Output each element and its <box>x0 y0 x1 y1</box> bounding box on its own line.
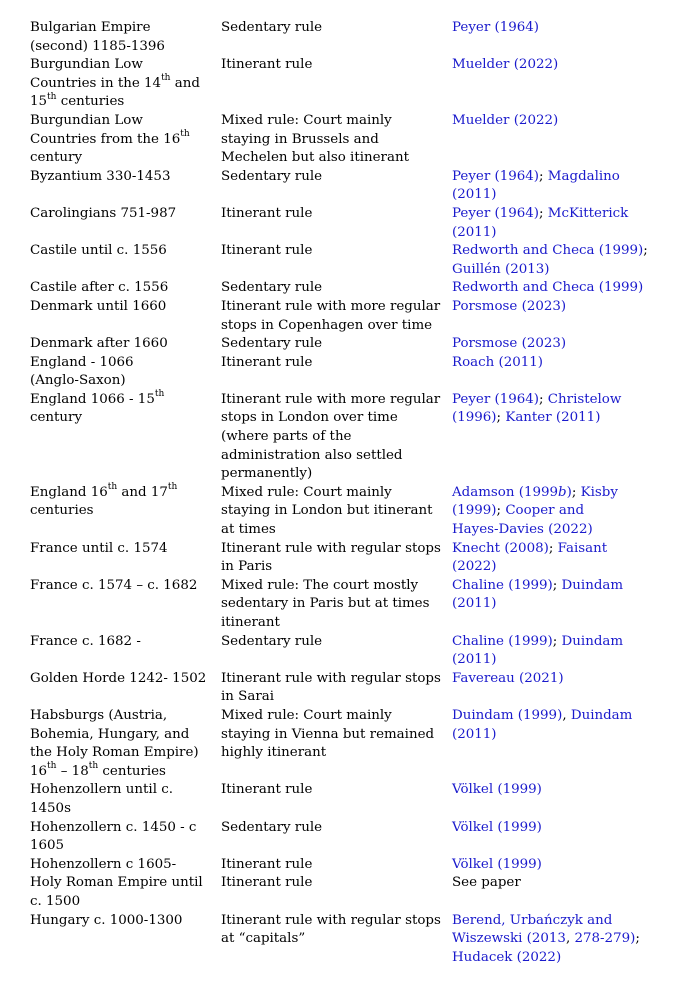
rule-type-cell <box>221 19 452 38</box>
source-cell <box>452 242 670 279</box>
text-run: permanently) <box>221 466 313 482</box>
text-run: ; <box>539 391 548 407</box>
citation-link[interactable]: Adamson (1999 <box>452 484 559 500</box>
text-run: France c. 1682 - <box>30 633 141 649</box>
rule-type-cell <box>221 205 452 224</box>
polity-cell <box>30 298 221 317</box>
text-run: administration also settled <box>221 447 403 463</box>
text-run: at “capitals” <box>221 931 306 947</box>
citation-link[interactable]: Porsmose (2023) <box>452 336 567 352</box>
source-cell <box>452 819 670 838</box>
text-run: century <box>30 150 83 166</box>
source-cell <box>452 56 670 75</box>
text-run: ; <box>539 168 548 184</box>
text-run: Denmark after 1660 <box>30 336 168 352</box>
text-run: See paper <box>452 875 521 891</box>
citation-link[interactable]: Peyer (1964) <box>452 168 540 184</box>
text-run: Itinerant rule <box>221 782 313 798</box>
text-run: staying in London but itinerant <box>221 503 433 519</box>
text-run: staying in Brussels and <box>221 131 379 147</box>
text-run: Sedentary rule <box>221 819 323 835</box>
citation-link[interactable]: Hayes-Davies (2022) <box>452 522 593 538</box>
text-run: Itinerant rule <box>221 243 313 259</box>
citation-link[interactable]: Völkel (1999) <box>452 782 542 798</box>
text-run: 15 <box>30 94 48 110</box>
citation-link[interactable]: Cooper and <box>505 503 585 519</box>
citation-link[interactable]: Völkel (1999) <box>452 819 542 835</box>
text-run: Holy Roman Empire until <box>30 875 203 891</box>
rule-type-cell <box>221 298 452 335</box>
rule-type-cell <box>221 577 452 633</box>
citation-link[interactable]: Chaline (1999) <box>452 633 553 649</box>
text-run: England 1066 - 15 <box>30 391 155 407</box>
citation-link[interactable]: Redworth and Checa (1999) <box>452 280 644 296</box>
superscript: th <box>161 73 171 84</box>
citation-link[interactable]: Faisant <box>557 540 608 556</box>
citation-link[interactable]: Muelder (2022) <box>452 112 559 128</box>
rule-type-cell <box>221 279 452 298</box>
rule-type-cell <box>221 56 452 75</box>
polity-cell <box>30 112 221 168</box>
citation-link[interactable]: Redworth and Checa (1999) <box>452 243 644 259</box>
superscript: th <box>154 389 165 400</box>
text-run: 1450s <box>30 800 71 816</box>
rule-type-cell <box>221 354 452 373</box>
citation-link[interactable]: Peyer (1964) <box>452 205 540 221</box>
text-run: Countries in the 14 <box>30 75 162 91</box>
text-run: in Paris <box>221 559 273 575</box>
citation-link[interactable]: (2011) <box>452 187 497 203</box>
table-row <box>30 354 670 391</box>
rule-type-cell <box>221 670 452 707</box>
polity-cell <box>30 707 221 781</box>
rule-type-cell <box>221 874 452 893</box>
citation-link[interactable]: (2022) <box>452 559 497 575</box>
text-run: Hohenzollern c. 1450 - c <box>30 819 197 835</box>
rule-type-cell <box>221 707 452 763</box>
superscript: th <box>88 761 99 772</box>
text-run: Itinerant rule with more regular <box>221 298 441 314</box>
rule-type-cell <box>221 484 452 540</box>
table-row <box>30 112 670 168</box>
citation-link[interactable]: ) <box>566 484 572 500</box>
text-run: ; <box>548 540 558 556</box>
source-cell <box>452 781 670 800</box>
polity-cell <box>30 670 221 689</box>
superscript: th <box>167 482 178 493</box>
text-run: England - 1066 <box>30 354 134 370</box>
text-run: Mixed rule: Court mainly <box>221 707 392 723</box>
rule-type-cell <box>221 540 452 577</box>
table-row <box>30 279 670 298</box>
source-cell <box>452 633 670 670</box>
polity-cell <box>30 819 221 856</box>
table-row <box>30 912 670 968</box>
text-run: staying in Vienna but remained <box>221 726 435 742</box>
text-run: at times <box>221 522 276 538</box>
text-run: ; <box>496 503 506 519</box>
text-run: Sedentary rule <box>221 20 323 35</box>
text-run: – 18 <box>56 763 89 779</box>
text-run: Hohenzollern c 1605- <box>30 856 177 872</box>
polity-cell <box>30 242 221 261</box>
text-run: Mechelen but also itinerant <box>221 150 409 166</box>
polity-cell <box>30 577 221 596</box>
rule-type-cell <box>221 335 452 354</box>
superscript: th <box>180 129 190 140</box>
text-run: ; <box>539 205 548 221</box>
text-run: sedentary in Paris but at times <box>221 596 430 612</box>
citation-link[interactable]: Magdalino <box>547 168 620 184</box>
rule-table <box>30 19 670 967</box>
text-run: Mixed rule: Court mainly <box>221 484 392 500</box>
text-run: Burgundian Low <box>30 57 143 73</box>
citation-link[interactable]: Hudacek (2022) <box>452 949 562 965</box>
table-row <box>30 484 670 540</box>
text-run: c. 1500 <box>30 893 81 909</box>
table-row <box>30 56 670 112</box>
text-run: (Anglo-Saxon) <box>30 373 126 389</box>
source-cell <box>452 912 670 968</box>
text-run: centuries <box>30 503 94 519</box>
polity-cell <box>30 781 221 818</box>
citation-link[interactable]: Peyer (1964) <box>452 20 540 35</box>
text-run: Burgundian Low <box>30 112 143 128</box>
citation-link[interactable]: (2011) <box>452 652 497 668</box>
text-run: Itinerant rule <box>221 57 313 73</box>
text-run: and <box>170 75 200 91</box>
source-cell <box>452 484 670 540</box>
source-cell <box>452 112 670 131</box>
polity-cell <box>30 633 221 652</box>
table-row <box>30 707 670 781</box>
source-cell <box>452 168 670 205</box>
polity-cell <box>30 56 221 112</box>
text-run: Castile until c. 1556 <box>30 243 167 259</box>
text-run: highly itinerant <box>221 745 327 761</box>
text-run: 16 <box>30 763 48 779</box>
table-row <box>30 168 670 205</box>
text-run: Sedentary rule <box>221 168 323 184</box>
table-row <box>30 633 670 670</box>
text-run: Denmark until 1660 <box>30 298 167 314</box>
superscript: th <box>47 761 57 772</box>
text-run: Byzantium 330-1453 <box>30 168 171 184</box>
citation-link[interactable]: (1999) <box>452 503 497 519</box>
source-cell <box>452 298 670 317</box>
citation-link[interactable]: Peyer (1964) <box>452 391 540 407</box>
table-row <box>30 540 670 577</box>
text-run: Habsburgs (Austria, <box>30 707 168 723</box>
citation-link[interactable]: Chaline (1999) <box>452 577 553 593</box>
citation-link[interactable]: Duindam <box>561 577 624 593</box>
text-run: Bulgarian Empire <box>30 20 151 35</box>
polity-cell <box>30 484 221 521</box>
source-cell <box>452 577 670 614</box>
text-run: 1605 <box>30 838 65 854</box>
text-run: England 16 <box>30 484 108 500</box>
text-run: (second) 1185-1396 <box>30 38 165 54</box>
polity-cell <box>30 540 221 559</box>
citation-link[interactable]: Berend, Urbańczyk and <box>452 912 613 928</box>
citation-link[interactable]: (2011) <box>452 726 497 742</box>
text-run: Mixed rule: The court mostly <box>221 577 419 593</box>
citation-link[interactable]: Porsmose (2023) <box>452 298 567 314</box>
citation-link[interactable]: b <box>558 484 567 500</box>
citation-link[interactable]: Kisby <box>580 484 618 500</box>
text-run: ; <box>643 243 648 259</box>
source-cell <box>452 874 670 893</box>
polity-cell <box>30 912 221 931</box>
source-cell <box>452 856 670 875</box>
table-row <box>30 335 670 354</box>
text-run: stops in London over time <box>221 410 398 426</box>
polity-cell <box>30 354 221 391</box>
text-run: Hungary c. 1000-1300 <box>30 912 183 928</box>
polity-cell <box>30 856 221 875</box>
polity-cell <box>30 279 221 298</box>
citation-link[interactable]: Kanter (2011) <box>505 410 601 426</box>
text-run: century <box>30 410 83 426</box>
text-run: ; <box>571 484 581 500</box>
table-row <box>30 670 670 707</box>
text-run: centuries <box>98 763 166 779</box>
text-run: stops in Copenhagen over time <box>221 317 433 333</box>
text-run: ; <box>635 931 640 947</box>
source-cell <box>452 391 670 428</box>
source-cell <box>452 540 670 577</box>
rule-type-cell <box>221 781 452 800</box>
text-run: Sedentary rule <box>221 633 323 649</box>
rule-type-cell <box>221 912 452 949</box>
text-run: Sedentary rule <box>221 336 323 352</box>
citation-link[interactable]: Duindam <box>561 633 624 649</box>
rule-type-cell <box>221 633 452 652</box>
source-cell <box>452 335 670 354</box>
citation-link[interactable]: (1996) <box>452 410 497 426</box>
citation-link[interactable]: McKitterick <box>547 205 629 221</box>
source-cell <box>452 670 670 689</box>
table-row <box>30 298 670 335</box>
text-run: itinerant <box>221 615 280 630</box>
table-row <box>30 856 670 875</box>
source-cell <box>452 354 670 373</box>
citation-link[interactable]: Duindam (1999) <box>452 707 563 723</box>
rule-type-cell <box>221 391 452 484</box>
superscript: th <box>47 91 57 102</box>
rule-type-cell <box>221 819 452 838</box>
polity-cell <box>30 19 221 56</box>
rule-type-cell <box>221 242 452 261</box>
citation-link[interactable]: 278-279) <box>574 931 636 947</box>
text-run: Sedentary rule <box>221 280 323 296</box>
source-cell <box>452 707 670 744</box>
text-run: Countries from the 16 <box>30 131 181 147</box>
polity-cell <box>30 335 221 354</box>
text-run: the Holy Roman Empire) <box>30 745 199 761</box>
text-run: Itinerant rule <box>221 875 313 891</box>
source-cell <box>452 205 670 242</box>
text-run: Itinerant rule <box>221 205 313 221</box>
table-row <box>30 781 670 818</box>
text-run: Carolingians 751-987 <box>30 205 177 221</box>
polity-cell <box>30 874 221 911</box>
text-run: , <box>565 931 575 947</box>
text-run: Mixed rule: Court mainly <box>221 112 392 128</box>
citation-link[interactable]: (2011) <box>452 224 497 240</box>
citation-link[interactable]: Muelder (2022) <box>452 57 559 73</box>
polity-cell <box>30 205 221 224</box>
citation-link[interactable]: Duindam <box>570 707 633 723</box>
citation-link[interactable]: Völkel (1999) <box>452 856 542 872</box>
text-run: Bohemia, Hungary, and <box>30 726 190 742</box>
text-run: Itinerant rule with more regular <box>221 391 441 407</box>
rule-type-cell <box>221 168 452 187</box>
rule-type-cell <box>221 112 452 168</box>
polity-cell <box>30 168 221 187</box>
text-run: Itinerant rule with regular stops <box>221 540 441 556</box>
citation-link[interactable]: Christelow <box>547 391 622 407</box>
text-run: in Sarai <box>221 689 274 705</box>
text-run: (where parts of the <box>221 429 352 445</box>
text-run: France until c. 1574 <box>30 540 168 556</box>
table-row <box>30 577 670 633</box>
superscript: th <box>107 482 118 493</box>
text-run: Hohenzollern until c. <box>30 782 174 798</box>
text-run: Golden Horde 1242- 1502 <box>30 670 207 686</box>
text-run: Itinerant rule <box>221 856 313 872</box>
table-row <box>30 391 670 484</box>
citation-link[interactable]: Roach (2011) <box>452 354 544 370</box>
text-run: Itinerant rule with regular stops <box>221 912 441 928</box>
text-run: France c. 1574 – c. 1682 <box>30 577 198 593</box>
text-run: Itinerant rule <box>221 354 313 370</box>
text-run: , <box>562 707 571 723</box>
polity-cell <box>30 391 221 428</box>
text-run: centuries <box>56 94 125 110</box>
text-run: and 17 <box>117 484 168 500</box>
table-row <box>30 242 670 279</box>
table-row <box>30 819 670 856</box>
citation-link[interactable]: Knecht (2008) <box>452 540 549 556</box>
citation-link[interactable]: Wiszewski (2013 <box>452 931 566 947</box>
text-run: ; <box>496 410 506 426</box>
citation-link[interactable]: Favereau (2021) <box>452 670 564 686</box>
source-cell <box>452 279 670 298</box>
table-row <box>30 205 670 242</box>
table-row <box>30 874 670 911</box>
source-cell <box>452 19 670 38</box>
citation-link[interactable]: Guillén (2013) <box>452 261 550 277</box>
text-run: Castile after c. 1556 <box>30 280 169 296</box>
text-run: ; <box>552 577 562 593</box>
citation-link[interactable]: (2011) <box>452 596 497 612</box>
rule-type-cell <box>221 856 452 875</box>
text-run: Itinerant rule with regular stops <box>221 670 441 686</box>
text-run: ; <box>552 633 562 649</box>
table-row <box>30 19 670 56</box>
